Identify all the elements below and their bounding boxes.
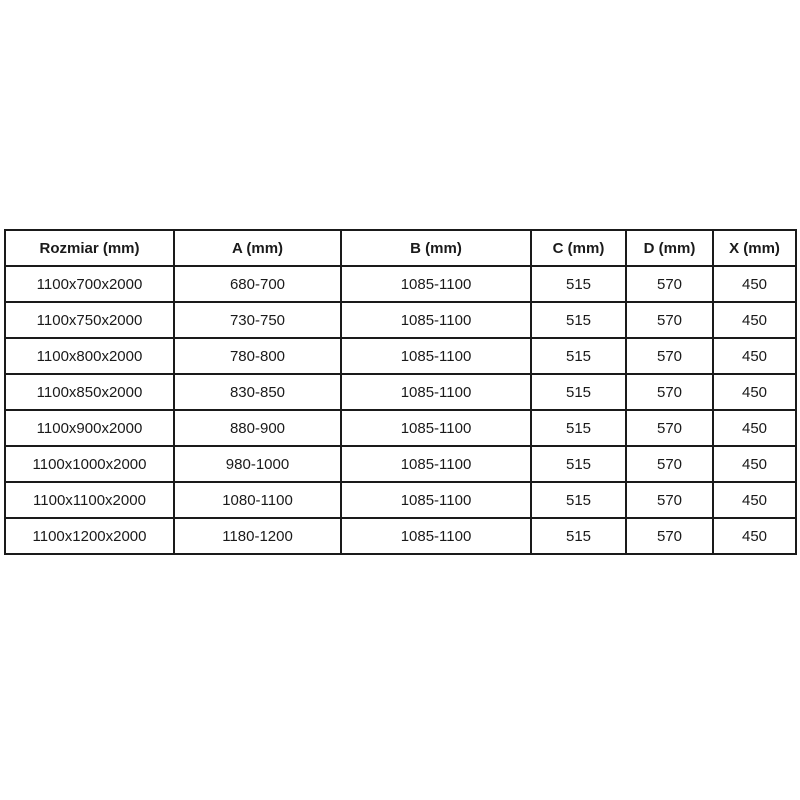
cell-b: 1085-1100 — [341, 482, 531, 518]
cell-b: 1085-1100 — [341, 302, 531, 338]
cell-rozmiar: 1100x1100x2000 — [5, 482, 174, 518]
cell-rozmiar: 1100x1200x2000 — [5, 518, 174, 554]
table-row — [5, 302, 796, 338]
cell-a: 880-900 — [174, 410, 341, 446]
dimension-spec-table — [4, 229, 797, 555]
cell-x: 450 — [713, 482, 796, 518]
cell-a: 680-700 — [174, 266, 341, 302]
column-header-rozmiar: Rozmiar (mm) — [5, 230, 174, 266]
cell-x: 450 — [713, 410, 796, 446]
table-row — [5, 266, 796, 302]
cell-c: 515 — [531, 410, 626, 446]
cell-a: 730-750 — [174, 302, 341, 338]
cell-b: 1085-1100 — [341, 374, 531, 410]
cell-x: 450 — [713, 338, 796, 374]
cell-x: 450 — [713, 266, 796, 302]
cell-c: 515 — [531, 302, 626, 338]
column-header-a: A (mm) — [174, 230, 341, 266]
cell-c: 515 — [531, 374, 626, 410]
table-row — [5, 410, 796, 446]
table-row — [5, 446, 796, 482]
cell-a: 980-1000 — [174, 446, 341, 482]
cell-a: 830-850 — [174, 374, 341, 410]
column-header-c: C (mm) — [531, 230, 626, 266]
cell-b: 1085-1100 — [341, 338, 531, 374]
cell-x: 450 — [713, 302, 796, 338]
cell-d: 570 — [626, 410, 713, 446]
cell-d: 570 — [626, 518, 713, 554]
cell-rozmiar: 1100x900x2000 — [5, 410, 174, 446]
cell-rozmiar: 1100x700x2000 — [5, 266, 174, 302]
table-body — [5, 266, 796, 554]
table-row — [5, 374, 796, 410]
table-row — [5, 482, 796, 518]
cell-d: 570 — [626, 482, 713, 518]
cell-b: 1085-1100 — [341, 266, 531, 302]
cell-d: 570 — [626, 302, 713, 338]
cell-b: 1085-1100 — [341, 446, 531, 482]
cell-d: 570 — [626, 338, 713, 374]
cell-x: 450 — [713, 518, 796, 554]
cell-c: 515 — [531, 266, 626, 302]
cell-rozmiar: 1100x1000x2000 — [5, 446, 174, 482]
cell-a: 1180-1200 — [174, 518, 341, 554]
cell-rozmiar: 1100x800x2000 — [5, 338, 174, 374]
table-row — [5, 518, 796, 554]
column-header-d: D (mm) — [626, 230, 713, 266]
cell-a: 780-800 — [174, 338, 341, 374]
cell-rozmiar: 1100x750x2000 — [5, 302, 174, 338]
cell-a: 1080-1100 — [174, 482, 341, 518]
cell-d: 570 — [626, 266, 713, 302]
cell-b: 1085-1100 — [341, 410, 531, 446]
cell-x: 450 — [713, 374, 796, 410]
cell-x: 450 — [713, 446, 796, 482]
table-header-row — [5, 230, 796, 266]
cell-rozmiar: 1100x850x2000 — [5, 374, 174, 410]
cell-c: 515 — [531, 338, 626, 374]
cell-c: 515 — [531, 482, 626, 518]
cell-b: 1085-1100 — [341, 518, 531, 554]
cell-c: 515 — [531, 518, 626, 554]
column-header-b: B (mm) — [341, 230, 531, 266]
cell-c: 515 — [531, 446, 626, 482]
table-row — [5, 338, 796, 374]
column-header-x: X (mm) — [713, 230, 796, 266]
cell-d: 570 — [626, 374, 713, 410]
cell-d: 570 — [626, 446, 713, 482]
